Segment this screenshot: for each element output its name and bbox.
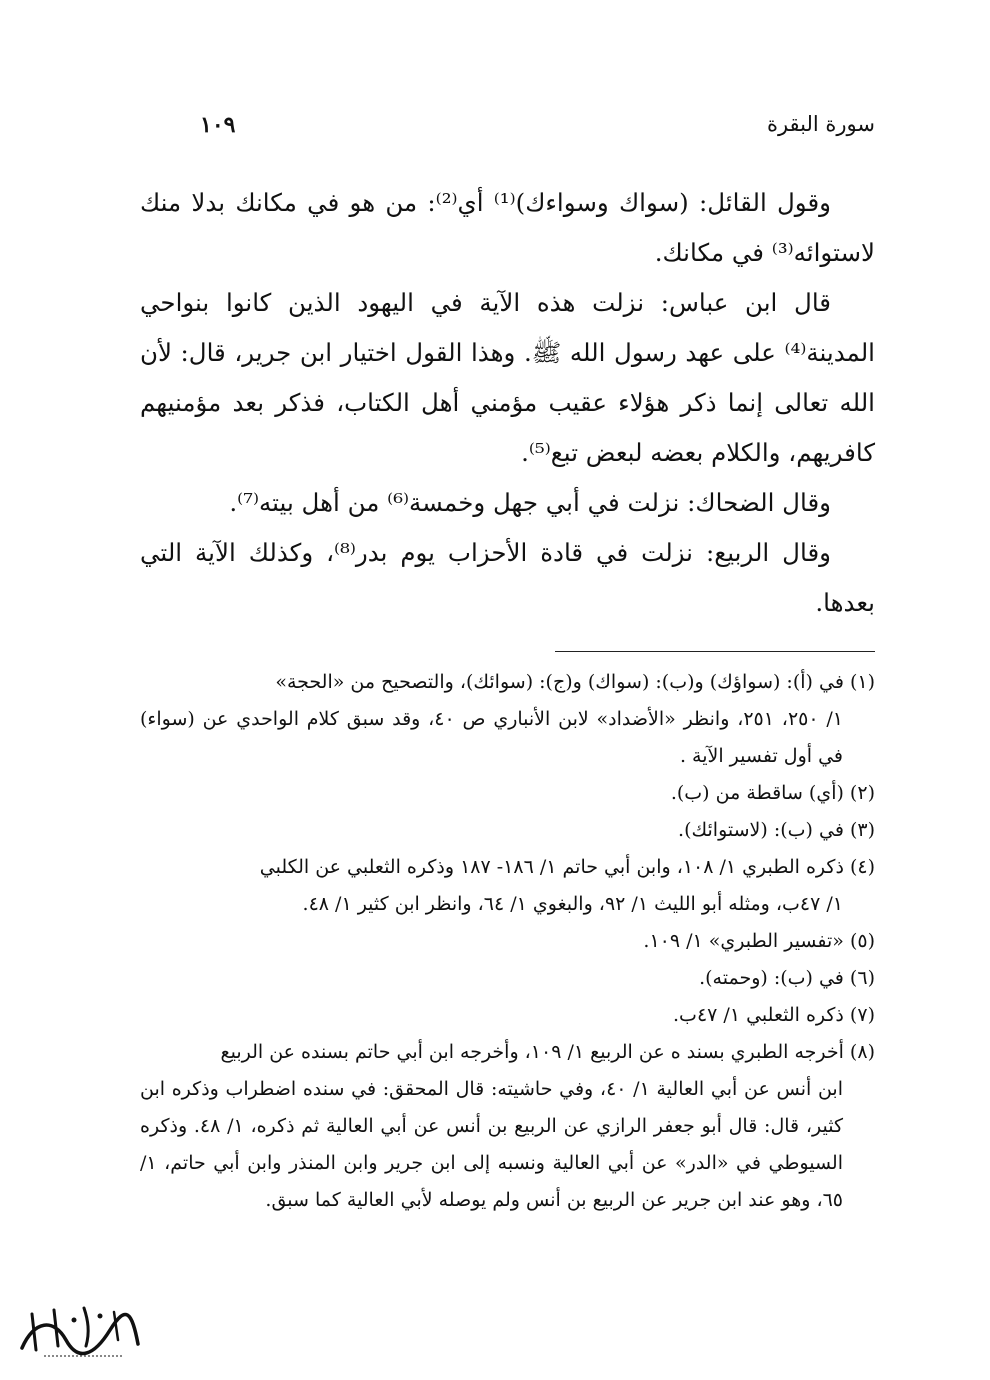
footnote	[140, 664, 875, 775]
footnote-continuation: ابن أنس عن أبي العالية ١/ ٤٠، وفي حاشيته: قال المحقق: في سنده اضطراب وذكره ابن كثير، قال: قال أبو جعفر الرازي عن الربيع بن أنس عن أبي العالية ثم ذكره، ١/ ٤٨. وذكره السيوطي في «الدر» عن أبي العالية ونسبه إلى ابن جرير وابن المنذر وابن أبي حاتم، ١/ ٦٥، وهو عند ابن جرير عن الربيع بن أنس ولم يوصله لأبي العالية كما سبق.	[140, 1078, 843, 1211]
footnote-line: (٨) أخرجه الطبري بسند ه عن الربيع ١/ ١٠٩، وأخرجه ابن أبي حاتم بسنده عن الربيع	[220, 1041, 875, 1063]
page-number: ١٠٩	[200, 112, 236, 138]
footnote	[140, 849, 875, 923]
footnote	[140, 997, 875, 1034]
footnote	[140, 812, 875, 849]
footnote-line: (٧) ذكره الثعلبي ١/ ٤٧ب.	[673, 1004, 875, 1026]
footnote	[140, 1034, 875, 1219]
footnotes	[140, 664, 875, 1219]
library-watermark-logo	[14, 1300, 144, 1360]
footnote-line: (٥) «تفسير الطبري» ١/ ١٠٩.	[643, 930, 875, 952]
footnote	[140, 923, 875, 960]
page-header	[140, 112, 875, 152]
paragraph-2: قال ابن عباس: نزلت هذه الآية في اليهود الذين كانوا بنواحي المدينة⁽⁴⁾ على عهد رسول الله ﷺ. وهذا القول اختيار ابن جرير، قال: لأن الله تعالى إنما ذكر هؤلاء عقيب مؤمني أهل الكتاب، فذكر بعد مؤمنيهم كافريهم، والكلام بعضه لبعض تبع⁽⁵⁾.	[140, 288, 875, 467]
paragraph-4: وقال الربيع: نزلت في قادة الأحزاب يوم بدر⁽⁸⁾، وكذلك الآية التي بعدها.	[140, 538, 875, 617]
footnote-divider	[555, 651, 875, 652]
paragraph-3: وقال الضحاك: نزلت في أبي جهل وخمسة⁽⁶⁾ من أهل بيته⁽⁷⁾.	[229, 488, 831, 517]
main-text	[140, 178, 875, 628]
footnote	[140, 775, 875, 812]
footnote-line: (٢) (أي) ساقطة من (ب).	[670, 782, 875, 804]
footnote-continuation: ١/ ٤٧ب، ومثله أبو الليث ١/ ٩٢، والبغوي ١/ ٦٤، وانظر ابن كثير ١/ ٤٨.	[302, 893, 843, 915]
footnote	[140, 960, 875, 997]
footnote-continuation: ١/ ٢٥٠، ٢٥١، وانظر «الأضداد» لابن الأنباري ص ٤٠، وقد سبق كلام الواحدي عن (سواء) في أول تفسير الآية .	[140, 708, 844, 767]
footnote-line: (٣) في (ب): (لاستوائك).	[678, 819, 875, 841]
paragraph-1: وقول القائل: (سواك وسواءك)⁽¹⁾ أي⁽²⁾: من هو في مكانك بدلا منك لاستوائه⁽³⁾ في مكانك.	[140, 188, 875, 267]
footnote-line: (١) في (أ): (سواؤك) و(ب): (سواك) و(ج): (سوائك)، والتصحيح من «الحجة»	[275, 671, 875, 693]
footnote-line: (٤) ذكره الطبري ١/ ١٠٨، وابن أبي حاتم ١/ ١٨٦- ١٨٧ وذكره الثعلبي عن الكلبي	[259, 856, 875, 878]
footnote-line: (٦) في (ب): (وحمته).	[699, 967, 875, 989]
surah-title: سورة البقرة	[766, 112, 875, 136]
